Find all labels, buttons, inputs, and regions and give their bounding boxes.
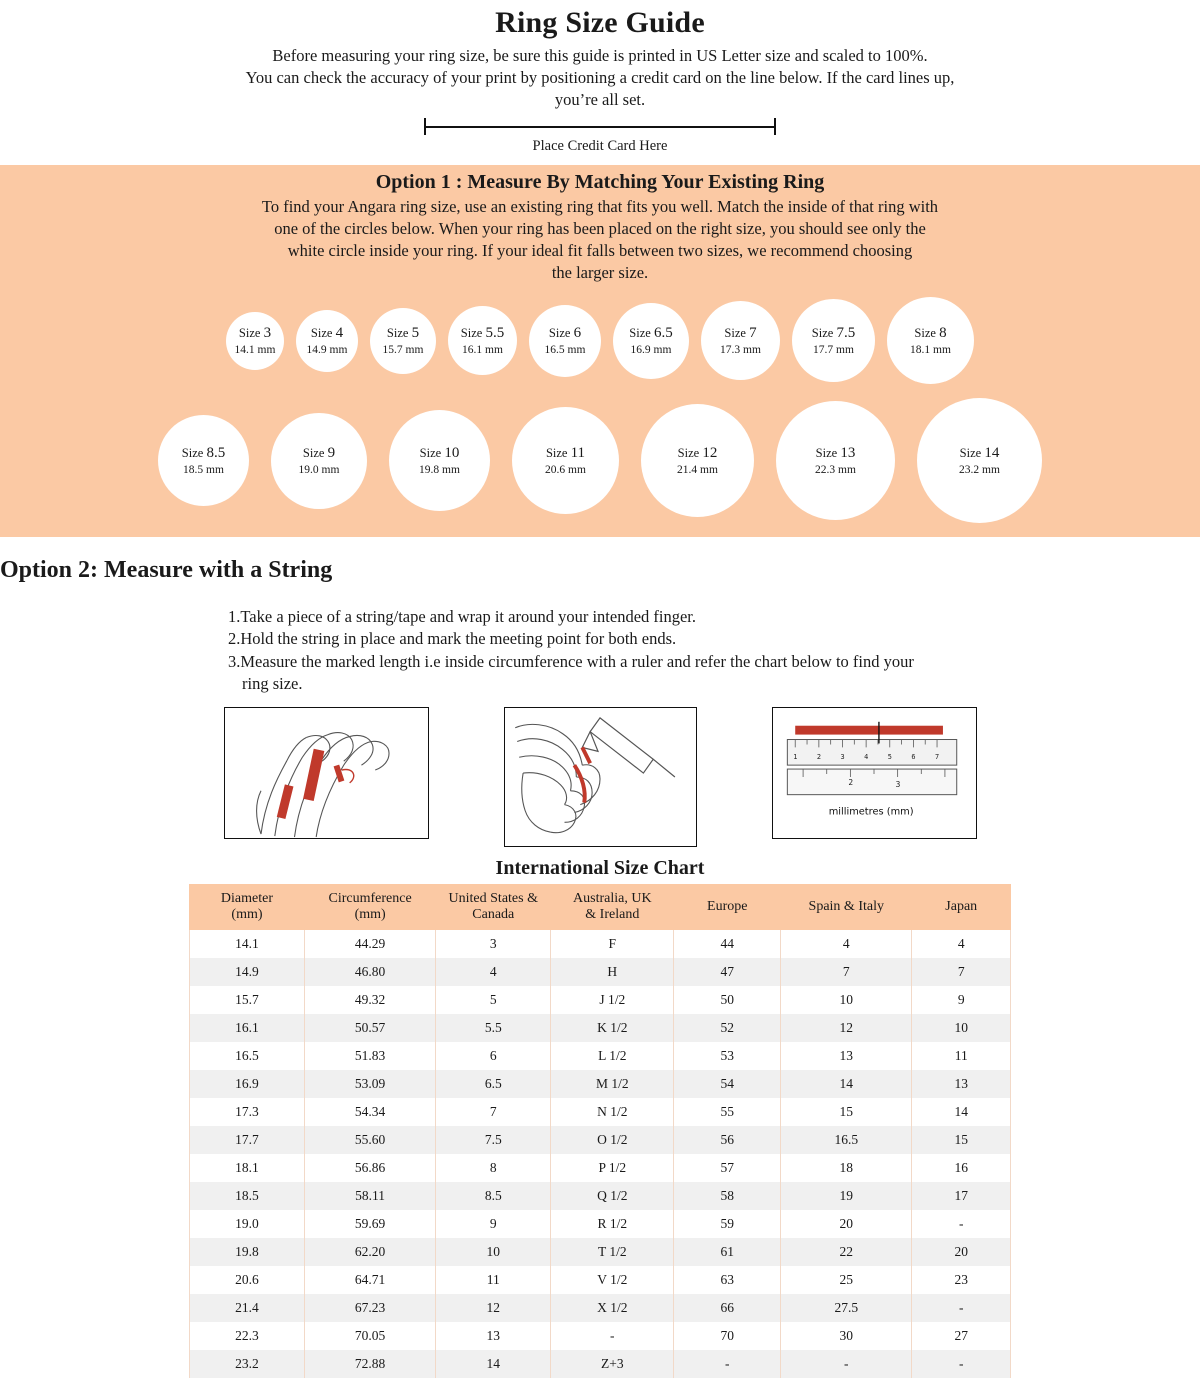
table-cell: 13 bbox=[912, 1070, 1011, 1098]
table-cell: 6 bbox=[436, 1042, 551, 1070]
table-cell: 11 bbox=[436, 1266, 551, 1294]
table-cell: 27 bbox=[912, 1322, 1011, 1350]
table-cell: 17.3 bbox=[190, 1098, 305, 1126]
table-cell: 23 bbox=[912, 1266, 1011, 1294]
table-header-row bbox=[190, 884, 1011, 930]
table-cell: 19 bbox=[781, 1182, 912, 1210]
line-bar bbox=[424, 126, 776, 128]
ring-diameter-label: 21.4 mm bbox=[677, 463, 718, 476]
table-cell: V 1/2 bbox=[551, 1266, 674, 1294]
table-cell: M 1/2 bbox=[551, 1070, 674, 1098]
ring-size-circle bbox=[641, 404, 754, 517]
svg-text:3: 3 bbox=[895, 780, 900, 790]
table-cell: 7 bbox=[781, 958, 912, 986]
table-cell: 18.1 bbox=[190, 1154, 305, 1182]
ring-size-label: Size 10 bbox=[419, 444, 460, 461]
table-cell: 7 bbox=[436, 1098, 551, 1126]
table-row bbox=[190, 1322, 1011, 1350]
table-cell: 53.09 bbox=[304, 1070, 435, 1098]
table-column-header: Spain & Italy bbox=[781, 884, 912, 930]
table-row bbox=[190, 986, 1011, 1014]
step-3-continued: ring size. bbox=[242, 673, 303, 693]
table-row bbox=[190, 1014, 1011, 1042]
table-row bbox=[190, 1210, 1011, 1238]
table-cell: 8 bbox=[436, 1154, 551, 1182]
table-cell: 44.29 bbox=[304, 930, 435, 958]
step-3: 3.Measure the marked length i.e inside circumference with a ruler and refer the chart below to find your bbox=[228, 651, 914, 671]
step-1: 1.Take a piece of a string/tape and wrap it around your intended finger. bbox=[228, 607, 697, 627]
option-1-heading: Option 1 : Measure By Matching Your Existing Ring bbox=[375, 171, 825, 194]
table-cell: 5 bbox=[436, 986, 551, 1014]
table-cell: 4 bbox=[781, 930, 912, 958]
table-cell: Z+3 bbox=[551, 1350, 674, 1378]
table-cell: - bbox=[912, 1350, 1011, 1378]
step-2: 2.Hold the string in place and mark the meeting point for both ends. bbox=[228, 629, 677, 649]
international-size-chart bbox=[189, 884, 1011, 1378]
table-cell: - bbox=[674, 1350, 781, 1378]
ring-size-circle bbox=[613, 303, 689, 379]
table-cell: 15 bbox=[781, 1098, 912, 1126]
table-cell: 15 bbox=[912, 1126, 1011, 1154]
intro-line-2: You can check the accuracy of your print by positioning a credit card on the line below. If the card lines up, bbox=[245, 67, 955, 87]
table-cell: 55.60 bbox=[304, 1126, 435, 1154]
table-cell: 18 bbox=[781, 1154, 912, 1182]
table-cell: 8.5 bbox=[436, 1182, 551, 1210]
page-title: Ring Size Guide bbox=[495, 6, 705, 39]
table-column-header: Diameter (mm) bbox=[190, 884, 305, 930]
table-column-header: Circumference (mm) bbox=[304, 884, 435, 930]
ring-size-circle bbox=[776, 401, 895, 520]
table-row bbox=[190, 1266, 1011, 1294]
ring-size-circle bbox=[701, 301, 780, 380]
table-cell: 19.8 bbox=[190, 1238, 305, 1266]
table-cell: 14.1 bbox=[190, 930, 305, 958]
ring-circle-row-2 bbox=[0, 398, 1200, 523]
ring-size-label: Size 7 bbox=[724, 324, 757, 341]
table-cell: 20 bbox=[912, 1238, 1011, 1266]
option-1-section bbox=[0, 165, 1200, 537]
ring-diameter-label: 19.8 mm bbox=[419, 463, 460, 476]
intro-text bbox=[0, 39, 1200, 110]
ring-diameter-label: 23.2 mm bbox=[959, 463, 1000, 476]
table-cell: 50 bbox=[674, 986, 781, 1014]
table-row bbox=[190, 1294, 1011, 1322]
ring-size-label: Size 7.5 bbox=[811, 324, 856, 341]
table-cell: 16 bbox=[912, 1154, 1011, 1182]
option-1-body bbox=[0, 196, 1200, 283]
table-cell: 9 bbox=[912, 986, 1011, 1014]
ring-diameter-label: 16.1 mm bbox=[462, 343, 503, 356]
ring-size-label: Size 8 bbox=[914, 324, 947, 341]
credit-card-check bbox=[0, 118, 1200, 155]
ring-size-label: Size 12 bbox=[677, 444, 718, 461]
ring-size-circle bbox=[226, 312, 284, 370]
table-cell: J 1/2 bbox=[551, 986, 674, 1014]
table-row bbox=[190, 1042, 1011, 1070]
ring-size-circle bbox=[448, 306, 517, 375]
table-cell: 7.5 bbox=[436, 1126, 551, 1154]
svg-text:3: 3 bbox=[840, 753, 845, 762]
table-cell: 17.7 bbox=[190, 1126, 305, 1154]
table-cell: 56.86 bbox=[304, 1154, 435, 1182]
table-cell: 46.80 bbox=[304, 958, 435, 986]
table-cell: 17 bbox=[912, 1182, 1011, 1210]
table-cell: 50.57 bbox=[304, 1014, 435, 1042]
credit-card-measure-line bbox=[424, 118, 776, 134]
table-cell: 49.32 bbox=[304, 986, 435, 1014]
table-body bbox=[190, 930, 1011, 1378]
table-cell: 3 bbox=[436, 930, 551, 958]
option-2-heading: Option 2: Measure with a String bbox=[0, 557, 333, 584]
table-cell: 16.5 bbox=[190, 1042, 305, 1070]
option-1-line-2: one of the circles below. When your ring has been placed on the right size, you should see only the bbox=[274, 219, 926, 239]
table-cell: 10 bbox=[436, 1238, 551, 1266]
table-cell: 58 bbox=[674, 1182, 781, 1210]
svg-text:6: 6 bbox=[910, 753, 916, 762]
ring-size-label: Size 3 bbox=[238, 324, 272, 341]
table-cell: 58.11 bbox=[304, 1182, 435, 1210]
table-cell: 9 bbox=[436, 1210, 551, 1238]
table-cell: 7 bbox=[912, 958, 1011, 986]
table-cell: 16.9 bbox=[190, 1070, 305, 1098]
ring-diameter-label: 16.5 mm bbox=[544, 343, 586, 356]
international-size-chart-title: International Size Chart bbox=[495, 857, 705, 880]
ring-size-circle bbox=[389, 410, 490, 511]
ring-diameter-label: 17.7 mm bbox=[813, 343, 854, 356]
ring-circle-row-1 bbox=[0, 297, 1200, 384]
ring-diameter-label: 19.0 mm bbox=[298, 463, 340, 476]
table-cell: 52 bbox=[674, 1014, 781, 1042]
ring-size-circle bbox=[370, 308, 436, 374]
table-column-header: Japan bbox=[912, 884, 1011, 930]
table-cell: 14.9 bbox=[190, 958, 305, 986]
table-cell: 54 bbox=[674, 1070, 781, 1098]
table-cell: 22 bbox=[781, 1238, 912, 1266]
ring-size-label: Size 6.5 bbox=[629, 324, 673, 341]
string-wrapped-around-finger-illustration bbox=[224, 707, 429, 839]
table-row bbox=[190, 930, 1011, 958]
marking-string-with-pen-illustration bbox=[504, 707, 697, 847]
table-cell: 57 bbox=[674, 1154, 781, 1182]
ring-size-label: Size 9 bbox=[302, 444, 336, 461]
table-cell: 20 bbox=[781, 1210, 912, 1238]
option-1-line-4: the larger size. bbox=[551, 262, 649, 282]
table-cell: 11 bbox=[912, 1042, 1011, 1070]
ring-size-circle bbox=[158, 415, 249, 506]
ring-size-circle bbox=[792, 299, 875, 382]
ring-diameter-label: 15.7 mm bbox=[382, 343, 424, 356]
ring-size-label: Size 13 bbox=[815, 444, 856, 461]
table-cell: F bbox=[551, 930, 674, 958]
table-row bbox=[190, 1350, 1011, 1378]
table-cell: Q 1/2 bbox=[551, 1182, 674, 1210]
table-cell: 15.7 bbox=[190, 986, 305, 1014]
table-cell: 18.5 bbox=[190, 1182, 305, 1210]
svg-text:1: 1 bbox=[792, 753, 797, 762]
ring-size-circle bbox=[296, 310, 358, 372]
table-cell: H bbox=[551, 958, 674, 986]
table-cell: 21.4 bbox=[190, 1294, 305, 1322]
table-cell: 63 bbox=[674, 1266, 781, 1294]
svg-text:4: 4 bbox=[863, 753, 868, 762]
ring-size-label: Size 8.5 bbox=[181, 444, 226, 461]
ring-size-label: Size 4 bbox=[310, 324, 344, 341]
table-cell: 14 bbox=[912, 1098, 1011, 1126]
ring-diameter-label: 22.3 mm bbox=[815, 463, 856, 476]
table-cell: 6.5 bbox=[436, 1070, 551, 1098]
table-cell: 13 bbox=[436, 1322, 551, 1350]
table-cell: 66 bbox=[674, 1294, 781, 1322]
table-row bbox=[190, 1126, 1011, 1154]
table-cell: 25 bbox=[781, 1266, 912, 1294]
table-cell: - bbox=[912, 1294, 1011, 1322]
table-cell: - bbox=[551, 1322, 674, 1350]
table-cell: 30 bbox=[781, 1322, 912, 1350]
table-cell: 4 bbox=[436, 958, 551, 986]
svg-text:7: 7 bbox=[934, 753, 939, 762]
table-cell: 47 bbox=[674, 958, 781, 986]
table-cell: 4 bbox=[912, 930, 1011, 958]
table-column-header: Australia, UK & Ireland bbox=[551, 884, 674, 930]
credit-card-label: Place Credit Card Here bbox=[532, 138, 668, 155]
ring-size-label: Size 5 bbox=[386, 324, 420, 341]
table-row bbox=[190, 1098, 1011, 1126]
table-cell: P 1/2 bbox=[551, 1154, 674, 1182]
table-cell: 14 bbox=[781, 1070, 912, 1098]
option-2-steps bbox=[0, 604, 1200, 695]
table-cell: 59 bbox=[674, 1210, 781, 1238]
table-cell: 13 bbox=[781, 1042, 912, 1070]
ring-size-circle bbox=[529, 305, 601, 377]
option-2-section bbox=[0, 557, 1200, 847]
ring-diameter-label: 18.5 mm bbox=[183, 463, 224, 476]
ring-diameter-label: 17.3 mm bbox=[720, 343, 761, 356]
table-cell: 55 bbox=[674, 1098, 781, 1126]
table-cell: 23.2 bbox=[190, 1350, 305, 1378]
table-cell: 70 bbox=[674, 1322, 781, 1350]
table-column-header: Europe bbox=[674, 884, 781, 930]
svg-text:2: 2 bbox=[847, 778, 853, 788]
table-cell: 20.6 bbox=[190, 1266, 305, 1294]
table-cell: - bbox=[781, 1350, 912, 1378]
table-cell: 5.5 bbox=[436, 1014, 551, 1042]
table-cell: 16.1 bbox=[190, 1014, 305, 1042]
table-cell: 62.20 bbox=[304, 1238, 435, 1266]
table-cell: 22.3 bbox=[190, 1322, 305, 1350]
table-cell: 67.23 bbox=[304, 1294, 435, 1322]
table-cell: 53 bbox=[674, 1042, 781, 1070]
table-cell: 54.34 bbox=[304, 1098, 435, 1126]
table-row bbox=[190, 1070, 1011, 1098]
ring-size-circle bbox=[917, 398, 1042, 523]
option-1-line-3: white circle inside your ring. If your ideal fit falls between two sizes, we recommend choosing bbox=[287, 240, 913, 260]
table-cell: 19.0 bbox=[190, 1210, 305, 1238]
ring-diameter-label: 16.9 mm bbox=[630, 343, 672, 356]
ring-diameter-label: 18.1 mm bbox=[910, 343, 951, 356]
table-cell: 51.83 bbox=[304, 1042, 435, 1070]
intro-line-3: you’re all set. bbox=[554, 89, 646, 109]
table-cell: 16.5 bbox=[781, 1126, 912, 1154]
table-row bbox=[190, 1238, 1011, 1266]
table-cell: 14 bbox=[436, 1350, 551, 1378]
ring-diameter-label: 20.6 mm bbox=[545, 463, 586, 476]
table-cell: O 1/2 bbox=[551, 1126, 674, 1154]
illustration-row bbox=[0, 707, 1200, 847]
option-1-line-1: To find your Angara ring size, use an existing ring that fits you well. Match the inside of that ring with bbox=[261, 197, 939, 217]
table-cell: 59.69 bbox=[304, 1210, 435, 1238]
table-row bbox=[190, 958, 1011, 986]
ring-size-label: Size 6 bbox=[548, 324, 582, 341]
table-cell: X 1/2 bbox=[551, 1294, 674, 1322]
svg-text:2: 2 bbox=[816, 753, 821, 762]
table-cell: 10 bbox=[912, 1014, 1011, 1042]
ring-size-label: Size 5.5 bbox=[460, 324, 505, 341]
ring-size-label: Size 14 bbox=[959, 444, 1000, 461]
table-cell: 10 bbox=[781, 986, 912, 1014]
table-cell: L 1/2 bbox=[551, 1042, 674, 1070]
ring-size-label: Size 11 bbox=[545, 444, 586, 461]
table-row bbox=[190, 1182, 1011, 1210]
table-cell: 44 bbox=[674, 930, 781, 958]
table-cell: 56 bbox=[674, 1126, 781, 1154]
table-cell: R 1/2 bbox=[551, 1210, 674, 1238]
ring-diameter-label: 14.9 mm bbox=[306, 343, 348, 356]
table-cell: 70.05 bbox=[304, 1322, 435, 1350]
table-cell: 12 bbox=[436, 1294, 551, 1322]
table-cell: K 1/2 bbox=[551, 1014, 674, 1042]
table-cell: 64.71 bbox=[304, 1266, 435, 1294]
table-cell: T 1/2 bbox=[551, 1238, 674, 1266]
line-cap-right bbox=[774, 118, 776, 135]
ruler-measuring-string-illustration bbox=[772, 707, 977, 839]
ring-size-circle bbox=[887, 297, 974, 384]
table-column-header: United States & Canada bbox=[436, 884, 551, 930]
table-cell: N 1/2 bbox=[551, 1098, 674, 1126]
table-cell: 72.88 bbox=[304, 1350, 435, 1378]
table-row bbox=[190, 1154, 1011, 1182]
table-cell: 12 bbox=[781, 1014, 912, 1042]
ruler-unit-label: millimetres (mm) bbox=[828, 806, 914, 818]
table-cell: 27.5 bbox=[781, 1294, 912, 1322]
table-cell: 61 bbox=[674, 1238, 781, 1266]
ring-diameter-label: 14.1 mm bbox=[234, 343, 276, 356]
table-cell: - bbox=[912, 1210, 1011, 1238]
ring-size-circle bbox=[271, 413, 367, 509]
svg-text:5: 5 bbox=[887, 753, 892, 762]
intro-line-1: Before measuring your ring size, be sure this guide is printed in US Letter size and scaled to 100%. bbox=[272, 46, 928, 65]
ring-size-circle bbox=[512, 407, 619, 514]
